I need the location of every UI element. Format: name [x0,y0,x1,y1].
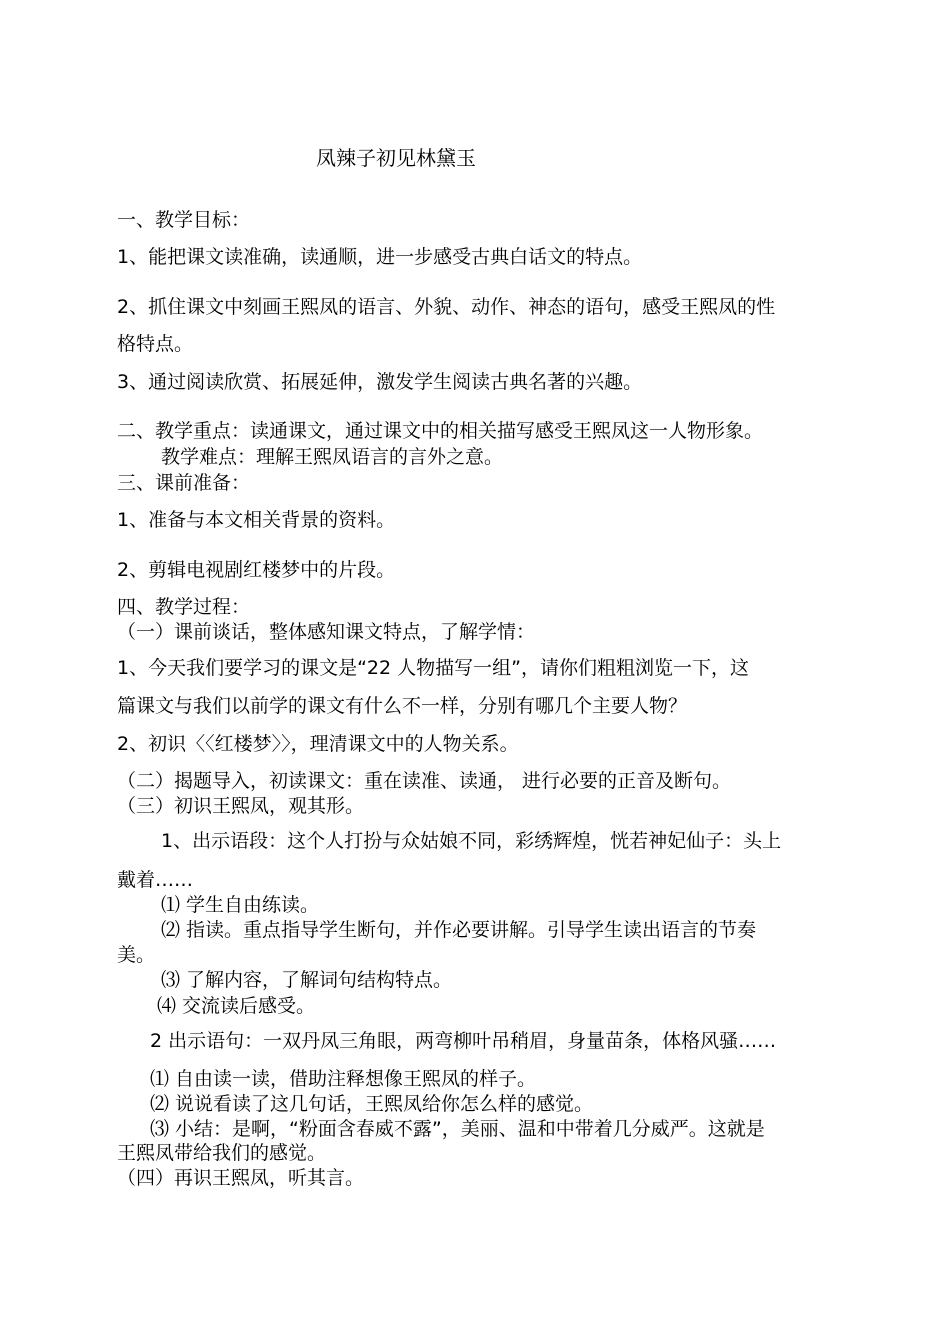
process-part3-item2-sub-2: ⑵ 说说看读了这几句话，王熙凤给你怎么样的感觉。 [150,1093,594,1115]
process-part3-item2-sub-3-line-1: ⑶ 小结：是啊，“粉面含春威不露”，美丽、温和中带着几分威严。这就是 [150,1118,765,1140]
process-part3-sub-3: ⑶ 了解内容，了解词句结构特点。 [161,969,453,991]
process-part1-item1-line-1: 1、今天我们要学习的课文是“22 人物描写一组”，请你们粗粗浏览一下，这 [117,657,749,679]
section-heading-objectives: 一、教学目标： [117,209,251,231]
process-part1-item2: 2、初识〈〈红楼梦〉〉，理清课文中的人物关系。 [117,733,519,755]
process-part3-item1-line-1: 1、出示语段：这个人打扮与众姑娘不同，彩绣辉煌，恍若神妃仙子：头上 [161,830,782,852]
process-part3-sub-2-line-1: ⑵ 指读。重点指导学生断句，并作必要讲解。引导学生读出语言的节奏 [161,919,757,941]
key-point: 二、教学重点：读通课文，通过课文中的相关描写感受王熙凤这一人物形象。 [117,420,764,442]
section-heading-process: 四、教学过程： [117,596,251,618]
objective-3: 3、通过阅读欣赏、拓展延伸，激发学生阅读古典名著的兴趣。 [117,371,643,393]
process-part2-heading: （二）揭题导入，初读课文：重在读准、读通， 进行必要的正音及断句。 [117,770,732,792]
process-part3-item2-sub-3-line-2: 王熙凤带给我们的感觉。 [117,1142,327,1164]
page-title: 凤辣子初见林黛玉 [316,146,476,170]
preparation-2: 2、剪辑电视剧红楼梦中的片段。 [117,559,396,581]
process-part1-heading: （一）课前谈话，整体感知课文特点，了解学情： [117,621,536,643]
process-part3-sub-2-line-2: 美。 [117,944,156,966]
preparation-1: 1、准备与本文相关背景的资料。 [117,509,396,531]
process-part3-item2: 2 出示语句：一双丹凤三角眼，两弯柳叶吊稍眉，身量苗条，体格风骚…… [150,1030,777,1052]
process-part1-item1-line-2: 篇课文与我们以前学的课文有什么不一样，分别有哪几个主要人物？ [117,695,688,717]
difficulty: 教学难点：理解王熙凤语言的言外之意。 [161,446,504,468]
process-part3-item1-line-2: 戴着…… [117,869,194,891]
process-part3-sub-4: ⑷ 交流读后感受。 [157,995,316,1017]
process-part3-item2-sub-1: ⑴ 自由读一读，借助注释想像王熙凤的样子。 [150,1068,537,1090]
objective-1: 1、能把课文读准确，读通顺，进一步感受古典白话文的特点。 [117,246,643,268]
process-part3-heading: （三）初识王熙凤，观其形。 [117,795,365,817]
objective-2-line-2: 格特点。 [117,333,194,355]
section-heading-preparation: 三、课前准备： [117,472,251,494]
process-part4-heading: （四）再识王熙凤，听其言。 [117,1167,365,1189]
process-part3-sub-1: ⑴ 学生自由练读。 [161,894,320,916]
objective-2-line-1: 2、抓住课文中刻画王熙凤的语言、外貌、动作、神态的语句，感受王熙凤的性 [117,296,776,318]
